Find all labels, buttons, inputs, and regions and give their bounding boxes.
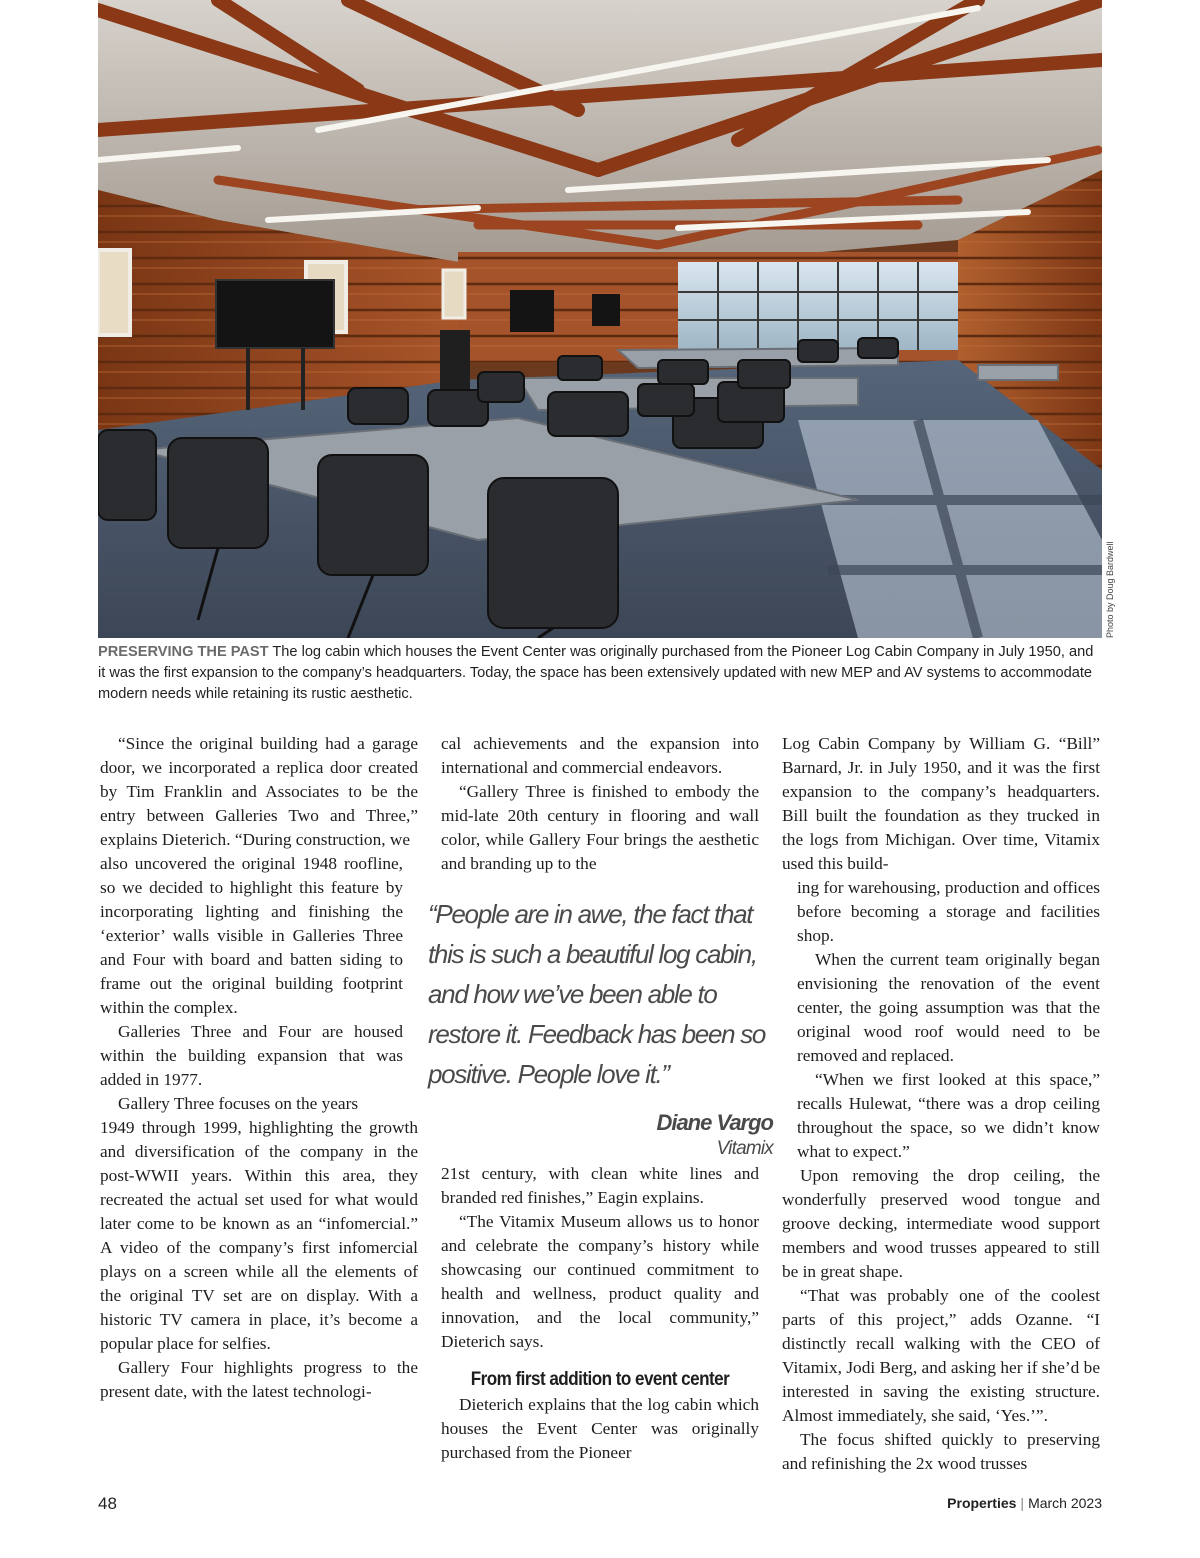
paragraph: Dieterich explains that the log cabin which houses the Event Center was originally purchased from the Pioneer bbox=[441, 1395, 759, 1462]
photo-credit: Photo by Doug Bardwell bbox=[1105, 541, 1115, 638]
paragraph: Galleries Three and Four are housed within the building expansion that was added in 1977. bbox=[100, 1022, 403, 1089]
event-center-photo bbox=[98, 0, 1102, 638]
caption-text: The log cabin which houses the Event Center was originally purchased from the Pioneer Log Cabin Company in July 1950, and it was the first expansion to the company’s headquarters. Today, the space has been extensively updated with new MEP and AV systems to accommodate modern needs while retaining its rustic aesthetic. bbox=[98, 644, 1094, 702]
inset-block bbox=[782, 948, 1100, 1164]
paragraph: “Gallery Three is finished to embody the mid-late 20th century in flooring and wall color, while Gallery Four brings the aesthetic and branding up to the bbox=[441, 782, 759, 873]
paragraph-continued: cal achievements and the expansion into international and commercial endeavors. bbox=[441, 734, 759, 777]
paragraph-continued: 1949 through 1999, highlighting the growth and diversification of the company in the post-WWII years. Within this area, they recreated the actual set used for what would later come to be known as an “infomercial.” A video of the company’s first infomercial plays on a screen while all the elements of the original TV set are on display. With a historic TV camera in place, it’s become a popular place for selfies. bbox=[100, 1118, 418, 1353]
publication-footer bbox=[947, 1495, 1102, 1511]
article-column-2-bottom bbox=[441, 1162, 759, 1465]
photo-caption bbox=[98, 642, 1102, 705]
paragraph: When the current team originally began envisioning the renovation of the event center, the going assumption was that the original wood roof would need to be removed and replaced. bbox=[797, 950, 1100, 1065]
pull-quote-attribution-org: Vitamix bbox=[716, 1138, 773, 1159]
paragraph: “The Vitamix Museum allows us to honor and celebrate the company’s history while showcasing our continued commitment to health and wellness, product quality and innovation, and the local community,” Dieterich says. bbox=[441, 1212, 759, 1351]
paragraph: Gallery Three focuses on the years bbox=[118, 1094, 359, 1113]
paragraph: “Since the original building had a garage door, we incorporated a replica door created by Tim Franklin and Associates to be the entry between Galleries Two and Three,” explains Dieterich. “During construction, we bbox=[100, 734, 418, 849]
paragraph-continued: 21st century, with clean white lines and branded red finishes,” Eagin explains. bbox=[441, 1164, 759, 1207]
paragraph-continued: Log Cabin Company by William G. “Bill” Barnard, Jr. in July 1950, and it was the first expansion to the company’s headquarters. Bill built the foundation as they trucked in the logs from Michigan. Over time, Vitamix used this build- bbox=[782, 734, 1100, 873]
log-cabin-interior-image bbox=[98, 0, 1102, 638]
article-column-3 bbox=[782, 732, 1100, 1476]
paragraph: “That was probably one of the coolest parts of this project,” adds Ozanne. “I distinctly recall walking with the CEO of Vitamix, Jodi Berg, and asking her if she’d be interested in saving the existing structure. Almost immediately, she said, ‘Yes.’”. bbox=[782, 1286, 1100, 1425]
magazine-name: Properties bbox=[947, 1495, 1017, 1511]
article-column-1 bbox=[100, 732, 418, 1404]
paragraph: The focus shifted quickly to preserving and refinishing the 2x wood trusses bbox=[782, 1430, 1100, 1473]
pull-quote-text: “People are in awe, the fact that this is such a beautiful log cabin, and how we’ve been able to restore it. Feedback has been so positive. People love it.” bbox=[428, 899, 766, 1089]
article-column-2-top bbox=[441, 732, 759, 876]
paragraph: Upon removing the drop ceiling, the wonderfully preserved wood tongue and groove decking, intermediate wood support members and wood trusses appeared to still be in great shape. bbox=[782, 1166, 1100, 1281]
paragraph-continued: also uncovered the original 1948 roofline, so we decided to highlight this feature by incorporating lighting and finishing the ‘exterior’ walls visible in Galleries Three and Four with board and batten siding to frame out the original building footprint within the complex. bbox=[100, 854, 403, 1017]
pull-quote-attribution-name: Diane Vargo bbox=[656, 1110, 773, 1135]
page-number: 48 bbox=[98, 1494, 117, 1513]
footer-separator: | bbox=[1020, 1495, 1025, 1511]
pull-quote bbox=[428, 894, 773, 1160]
issue-date: March 2023 bbox=[1028, 1495, 1102, 1511]
paragraph-continued: ing for warehousing, production and offices before becoming a storage and facilities shop. bbox=[797, 878, 1100, 945]
caption-lead: PRESERVING THE PAST bbox=[98, 644, 269, 660]
section-subhead: From first addition to event center bbox=[470, 1369, 730, 1390]
paragraph: Gallery Four highlights progress to the present date, with the latest technologi- bbox=[100, 1358, 418, 1401]
paragraph: “When we first looked at this space,” recalls Hulewat, “there was a drop ceiling throughout the space, so we didn’t know what to expect.” bbox=[797, 1070, 1100, 1161]
